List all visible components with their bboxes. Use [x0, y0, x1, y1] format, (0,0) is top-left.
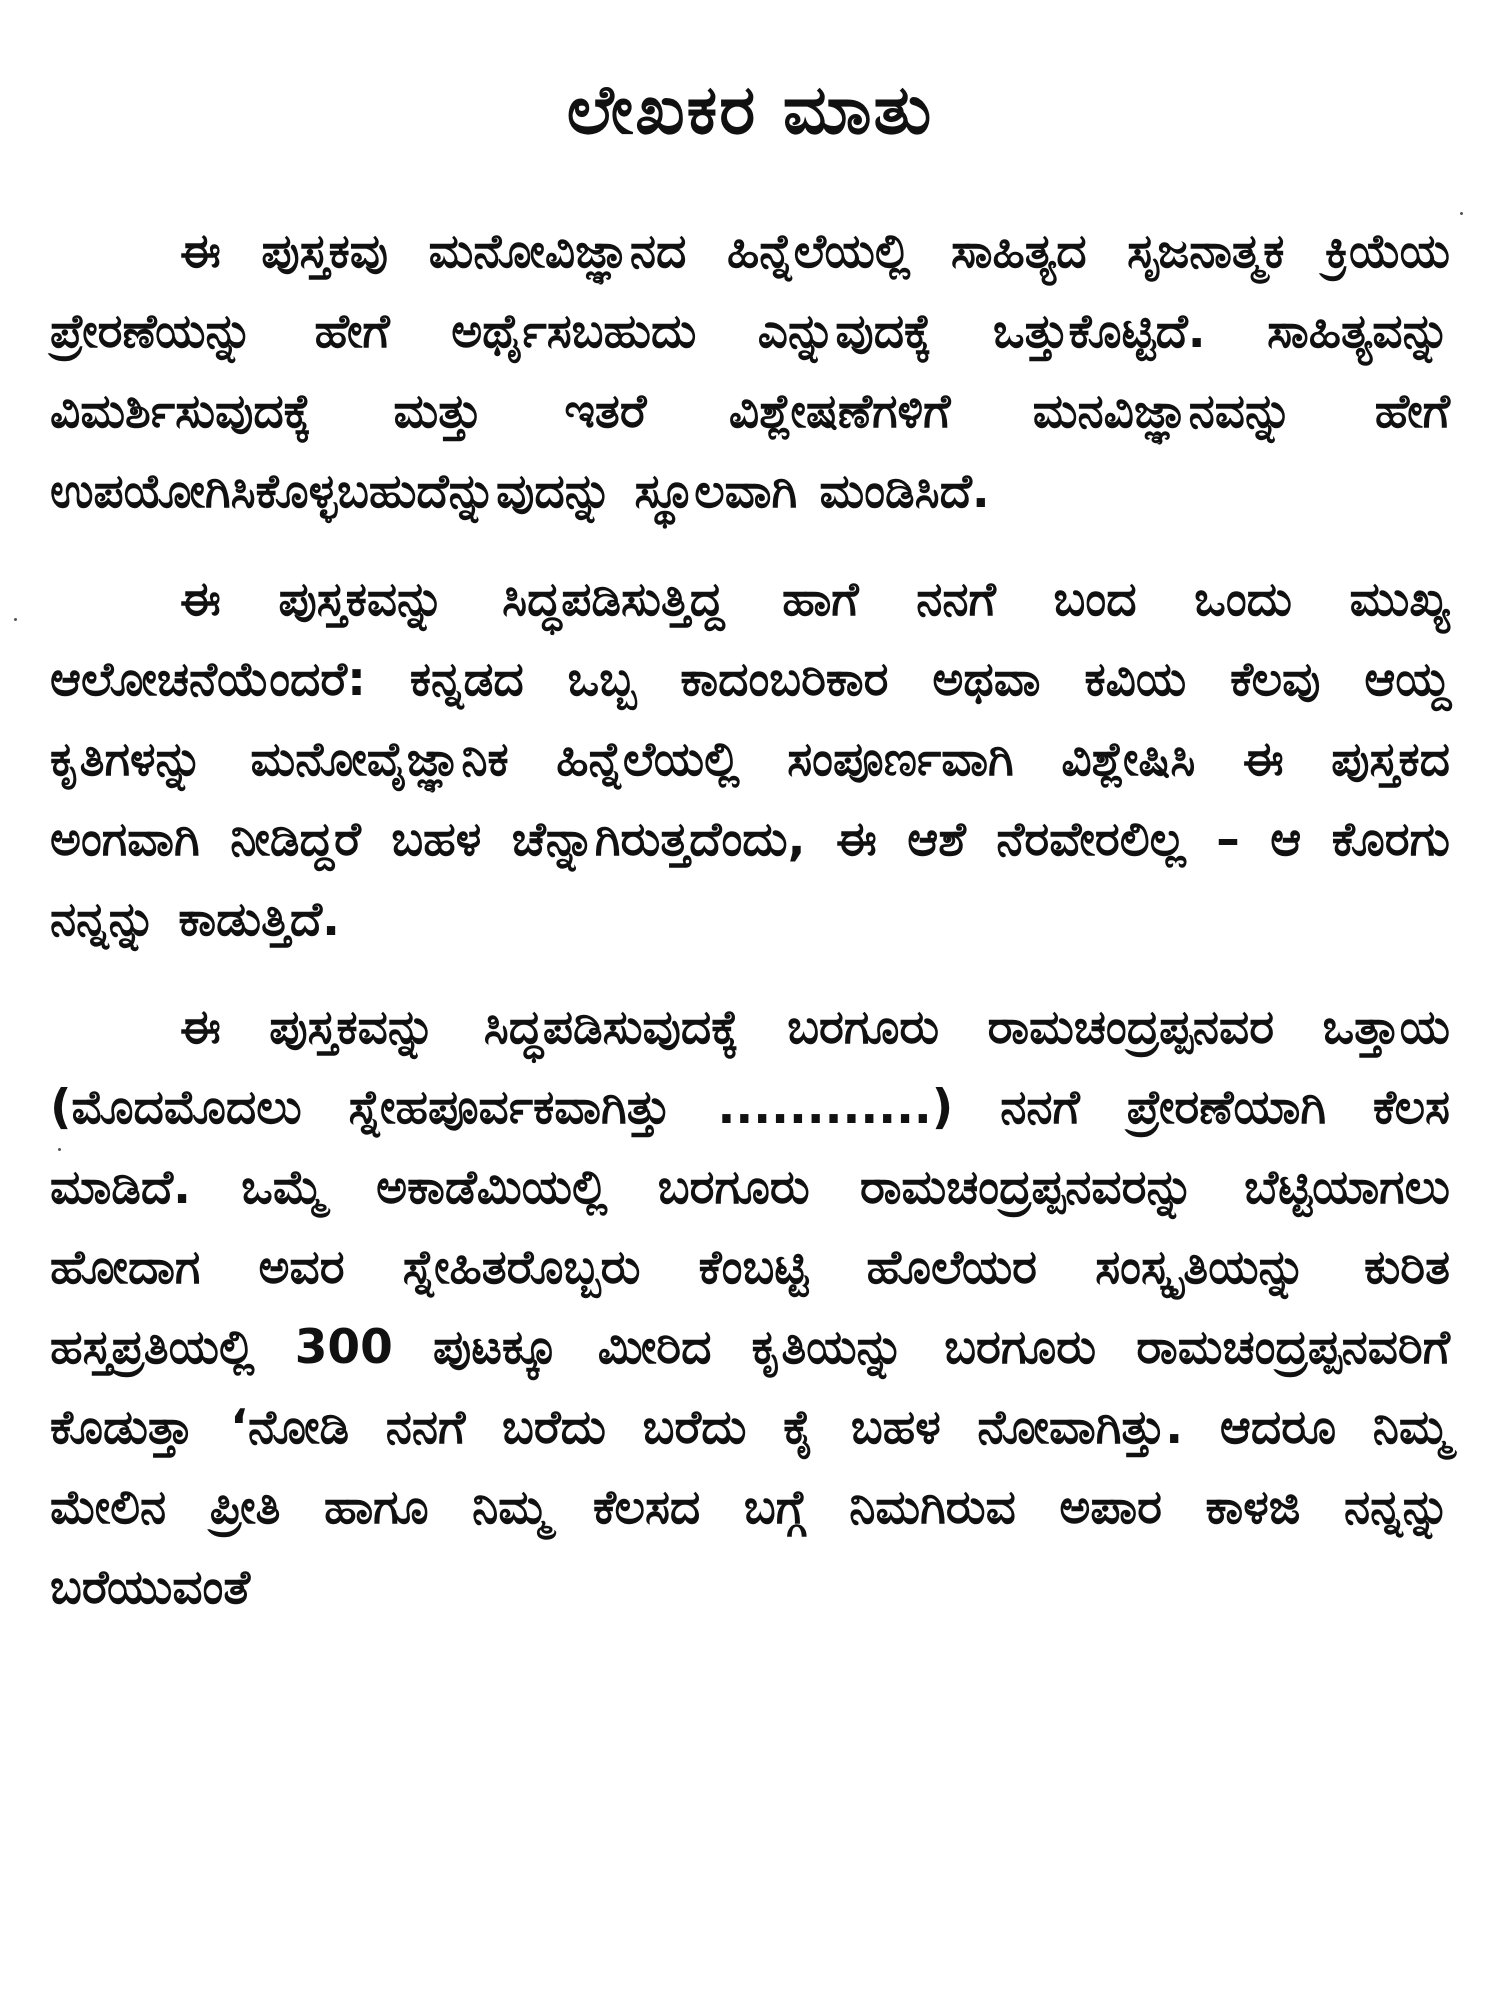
scan-speck: [14, 618, 17, 621]
scan-speck: [1460, 212, 1463, 215]
scan-speck: [58, 1148, 61, 1151]
paragraph-3: ಈ ಪುಸ್ತಕವನ್ನು ಸಿದ್ಧಪಡಿಸುವುದಕ್ಕೆ ಬರಗೂರು ರಾಮಚಂದ್ರಪ್ಪನವರ ಒತ್ತಾಯ (ಮೊದಮೊದಲು ಸ್ನೇಹಪೂರ್ವಕವಾಗಿತ್ತು ............) ನನಗೆ ಪ್ರೇರಣೆಯಾಗಿ ಕೆಲಸ ಮಾಡಿದೆ. ಒಮ್ಮೆ ಅಕಾಡೆಮಿಯಲ್ಲಿ ಬರಗೂರು ರಾಮಚಂದ್ರಪ್ಪನವರನ್ನು ಬೆಟ್ಟಿಯಾಗಲು ಹೋದಾಗ ಅವರ ಸ್ನೇಹಿತರೊಬ್ಬರು ಕೆಂಬಟ್ಟಿ ಹೊಲೆಯರ ಸಂಸ್ಕೃತಿಯನ್ನು ಕುರಿತ ಹಸ್ತಪ್ರತಿಯಲ್ಲಿ 300 ಪುಟಕ್ಕೂ ಮೀರಿದ ಕೃತಿಯನ್ನು ಬರಗೂರು ರಾಮಚಂದ್ರಪ್ಪನವರಿಗೆ ಕೊಡುತ್ತಾ ‘ನೋಡಿ ನನಗೆ ಬರೆದು ಬರೆದು ಕೈ ಬಹಳ ನೋವಾಗಿತ್ತು. ಆದರೂ ನಿಮ್ಮ ಮೇಲಿನ ಪ್ರೀತಿ ಹಾಗೂ ನಿಮ್ಮ ಕೆಲಸದ ಬಗ್ಗೆ ನಿಮಗಿರುವ ಅಪಾರ ಕಾಳಜಿ ನನ್ನನ್ನು ಬರೆಯುವಂತೆ: [50, 999, 1450, 1615]
document-title: ಲೇಖಕರ ಮಾತು: [566, 71, 934, 150]
paragraph-1: ಈ ಪುಸ್ತಕವು ಮನೋವಿಜ್ಞಾನದ ಹಿನ್ನೆಲೆಯಲ್ಲಿ ಸಾಹಿತ್ಯದ ಸೃಜನಾತ್ಮಕ ಕ್ರಿಯೆಯ ಪ್ರೇರಣೆಯನ್ನು ಹೇಗೆ ಅರ್ಥೈಸಬಹುದು ಎನ್ನುವುದಕ್ಕೆ ಒತ್ತುಕೊಟ್ಟಿದೆ. ಸಾಹಿತ್ಯವನ್ನು ವಿಮರ್ಶಿಸುವುದಕ್ಕೆ ಮತ್ತು ಇತರೆ ವಿಶ್ಲೇಷಣೆಗಳಿಗೆ ಮನವಿಜ್ಞಾನವನ್ನು ಹೇಗೆ ಉಪಯೋಗಿಸಿಕೊಳ್ಳಬಹುದೆನ್ನುವುದನ್ನು ಸ್ಥೂಲವಾಗಿ ಮಂಡಿಸಿದೆ.: [50, 223, 1450, 519]
paragraph-2: ಈ ಪುಸ್ತಕವನ್ನು ಸಿದ್ಧಪಡಿಸುತ್ತಿದ್ದ ಹಾಗೆ ನನಗೆ ಬಂದ ಒಂದು ಮುಖ್ಯ ಆಲೋಚನೆಯೆಂದರೆ: ಕನ್ನಡದ ಒಬ್ಬ ಕಾದಂಬರಿಕಾರ ಅಥವಾ ಕವಿಯ ಕೆಲವು ಆಯ್ದ ಕೃತಿಗಳನ್ನು ಮನೋವೈಜ್ಞಾನಿಕ ಹಿನ್ನೆಲೆಯಲ್ಲಿ ಸಂಪೂರ್ಣವಾಗಿ ವಿಶ್ಲೇಷಿಸಿ ಈ ಪುಸ್ತಕದ ಅಂಗವಾಗಿ ನೀಡಿದ್ದರೆ ಬಹಳ ಚೆನ್ನಾಗಿರುತ್ತದೆಂದು, ಈ ಆಶೆ ನೆರವೇರಲಿಲ್ಲ – ಆ ಕೊರಗು ನನ್ನನ್ನು ಕಾಡುತ್ತಿದೆ.: [50, 571, 1450, 947]
document-page: [50, 70, 1450, 1656]
